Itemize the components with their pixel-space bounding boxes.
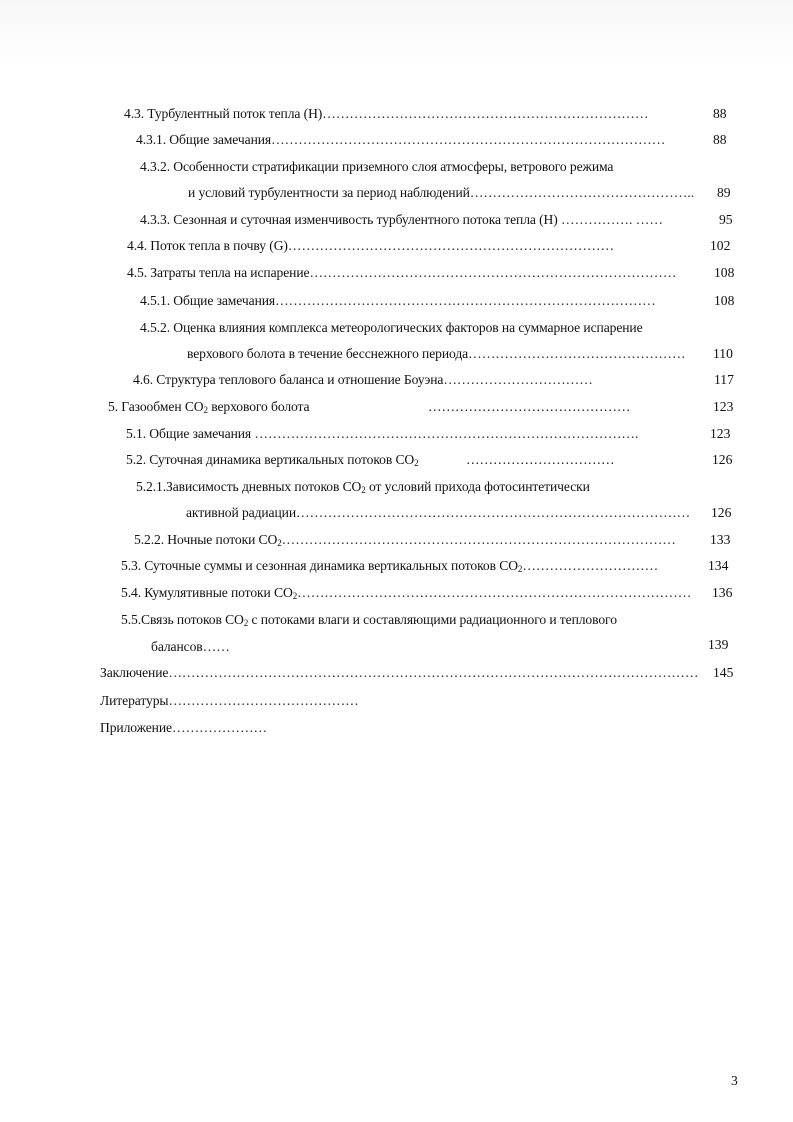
toc-page-number: 108 (714, 293, 735, 308)
toc-entry (140, 319, 643, 337)
toc-leader: …………………………………………………………………………… (281, 532, 676, 547)
toc-page-number: 139 (708, 637, 729, 652)
toc-entry-title: 5.2.1.Зависимость дневных потоков CO (136, 479, 362, 494)
toc-entry (136, 131, 665, 149)
toc-entry-title: 4.3.3. Сезонная и суточная изменчивость турбулентного потока тепла (H) (140, 212, 558, 227)
toc-leader: ……………………………………… (428, 399, 631, 414)
toc-leader: ………………………………………… (468, 346, 686, 361)
toc-entry (134, 531, 676, 549)
toc-page-number: 95 (719, 212, 733, 227)
toc-entry (151, 638, 230, 656)
toc-leader: …………………………………………………………………………… (296, 505, 691, 520)
page-number: 3 (731, 1073, 738, 1088)
toc-entry (127, 264, 676, 282)
toc-page-number: 88 (713, 132, 727, 147)
subscript: 2 (243, 618, 249, 628)
toc-page-number: 89 (717, 185, 731, 200)
toc-leader: ……………………………………………………………… (322, 106, 649, 121)
toc-entry-title: 5.2.2. Ночные потоки CO (134, 532, 278, 547)
toc-leader: ……………. …… (561, 212, 663, 227)
toc-entry-title: балансов (151, 639, 203, 654)
toc-page-number: 117 (714, 372, 734, 387)
toc-entry-title: 5.2. Суточная динамика вертикальных потоков CO (126, 452, 415, 467)
subscript: 2 (517, 564, 523, 574)
subscript: 2 (414, 458, 419, 468)
toc-entry (133, 371, 593, 389)
toc-leader: ……………………………………………………………… (287, 238, 615, 253)
toc-page-number: 102 (710, 238, 731, 253)
toc-page-number: 108 (714, 265, 735, 280)
toc-entry (124, 105, 648, 123)
toc-leader: …………………………… (466, 452, 615, 467)
toc-page-number: 134 (708, 558, 729, 573)
toc-leader: ………………………………………….. (469, 185, 695, 200)
toc-leader: ……………………………………………………………………………………………………… (168, 665, 699, 680)
toc-entry-title: 5.1. Общие замечания (126, 426, 252, 441)
toc-entry (108, 398, 310, 416)
toc-entry (140, 158, 613, 176)
toc-entry-title: 4.5.1. Общие замечания (140, 293, 276, 308)
toc-entry-title: 4.3.1. Общие замечания (136, 132, 272, 147)
toc-leader: ……………………………………………………………………… (309, 265, 677, 280)
toc-page-number: 123 (710, 426, 731, 441)
subscript: 2 (292, 591, 298, 601)
toc-entry (121, 557, 658, 575)
toc-leader: ………………………………………………………………………… (275, 293, 656, 308)
toc-entry (140, 292, 656, 310)
toc-page-number: 123 (713, 399, 734, 414)
toc-leader: …… (202, 639, 230, 654)
toc-entry (126, 451, 419, 469)
toc-entry (127, 237, 614, 255)
toc-entry (100, 719, 267, 737)
toc-entry-title: 4.3.2. Особенности стратификации приземного слоя атмосферы, ветрового режима (140, 159, 614, 174)
subscript: 2 (361, 485, 366, 495)
toc-entry-title-cont: верхового болота (207, 399, 310, 414)
toc-entry-title: верхового болота в течение бесснежного периода (187, 346, 469, 361)
toc-entry (126, 425, 638, 443)
toc-entry (186, 504, 690, 522)
toc-entry (100, 664, 698, 682)
toc-leader: …………………………………… (168, 693, 359, 708)
toc-entry-title: 5. Газообмен CO (108, 399, 204, 414)
toc-entry-title: 4.5.2. Оценка влияния комплекса метеорологических факторов на суммарное испарение (140, 320, 643, 335)
subscript: 2 (277, 538, 282, 548)
toc-leader: …………………………… (443, 372, 593, 387)
toc-entry (121, 584, 691, 602)
toc-page-number: 126 (712, 452, 733, 467)
toc-page-number: 88 (713, 106, 727, 121)
toc-entry-title-cont: от условий прихода фотосинтетически (365, 479, 590, 494)
toc-entry (100, 692, 359, 710)
toc-entry (187, 345, 686, 363)
toc-entry-title: Литературы (100, 693, 169, 708)
toc-entry-title: 5.5.Связь потоков CO (121, 612, 244, 627)
toc-leader: ………………………… (522, 558, 659, 573)
toc-page-number: 126 (711, 505, 732, 520)
toc-leader: …………………………………………………………………………… (297, 585, 692, 600)
toc-entry-title: 4.4. Поток тепла в почву (G) (127, 238, 288, 253)
toc-entry-title: 4.5. Затраты тепла на испарение (127, 265, 310, 280)
toc-page-number: 145 (713, 665, 734, 680)
toc-page-number: 133 (710, 532, 731, 547)
toc-entry-title: Приложение (100, 720, 172, 735)
toc-entry-title: 4.3. Турбулентный поток тепла (H) (124, 106, 323, 121)
toc-page-number: 110 (713, 346, 733, 361)
toc-entry-title: Заключение (100, 665, 169, 680)
toc-entry-title: активной радиации (186, 505, 297, 520)
toc-entry-title: и условий турбулентности за период наблюдений (188, 185, 470, 200)
toc-entry (140, 211, 663, 229)
toc-entry-title: 5.3. Суточные суммы и сезонная динамика вертикальных потоков CO (121, 558, 518, 573)
toc-entry-title: 4.6. Структура теплового баланса и отношение Боуэна (133, 372, 444, 387)
toc-entry-title-cont: с потоками влаги и составляющими радиационного и теплового (248, 612, 617, 627)
toc-page-number: 136 (712, 585, 733, 600)
toc-entry (188, 184, 694, 202)
toc-leader: ………………… (171, 720, 268, 735)
toc-entry-title: 5.4. Кумулятивные потоки CO (121, 585, 293, 600)
toc-entry (121, 611, 617, 629)
subscript: 2 (203, 405, 208, 415)
toc-entry (136, 478, 590, 496)
toc-leader: …………………………………………………………………………. (254, 426, 639, 441)
toc-leader: …………………………………………………………………………… (271, 132, 666, 147)
